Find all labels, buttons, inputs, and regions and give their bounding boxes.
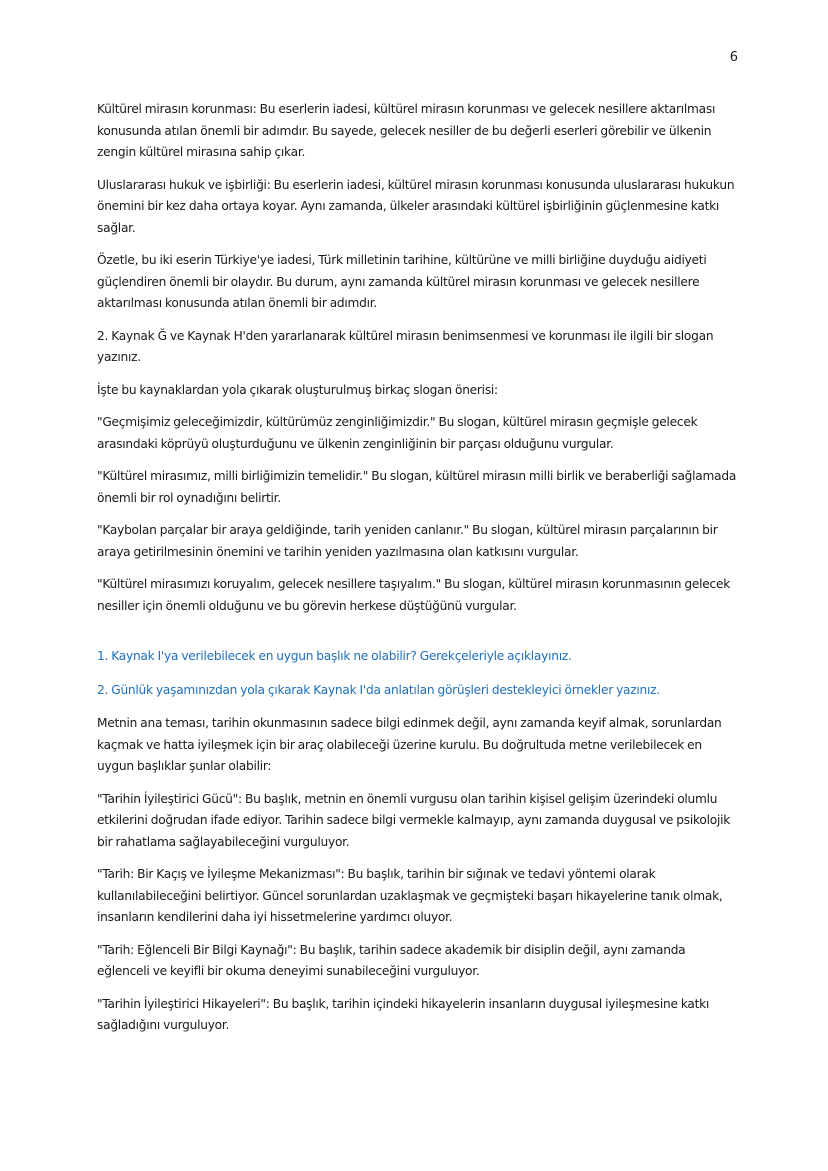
paragraph-international-law: Uluslararası hukuk ve işbirliği: Bu eserlerin iadesi, kültürel mirasın korunması konusunda uluslararası hukukun önemini bir kez daha ortaya koyar. Aynı zamanda, ülkeler arasındaki kültürel işbirliğinin güçlenmesine katkı sağlar. [97, 177, 735, 235]
slogan-item: "Kültürel mirasımız, milli birliğimizin temelidir." Bu slogan, kültürel mirasın milli birlik ve beraberliği sağlamada önemli bir rol oynadığını belirtir. [97, 469, 737, 505]
question-slogan: 2. Kaynak Ğ ve Kaynak H'den yararlanarak kültürel mirasın benimsenmesi ve korunması ile ilgili bir slogan yazınız. [97, 328, 714, 364]
slogan-item: "Geçmişimiz geleceğimizdir, kültürümüz zenginliğimizdir." Bu slogan, kültürel mirasın geçmişle gelecek arasındaki köprüyü oluşturduğunu ve ülkenin zenginliğinin bir parçası olduğunu vurgular. [97, 415, 698, 451]
title-suggestion: "Tarih: Bir Kaçış ve İyileşme Mekanizması": Bu başlık, tarihin bir sığınak ve tedavi yöntemi olarak kullanılabileceğini belirtiyor. Güncel sorunlardan uzaklaşmak ve geçmişteki başarı hikayelerine tanık olmak, insanların kendilerini daha iyi hissetmelerine yardımcı oluyor. [97, 867, 723, 924]
paragraph-cultural-heritage-protection: Kültürel mirasın korunması: Bu eserlerin iadesi, kültürel mirasın korunması ve gelecek nesillere aktarılması konusunda atılan önemli bir adımdır. Bu sayede, gelecek nesiller de bu değerli eserleri görebilir ve ülkenin zengin kültürel mirasına sahip çıkar. [97, 102, 716, 159]
section-spacer [97, 628, 737, 646]
paragraph-slogan-intro: İşte bu kaynaklardan yola çıkarak oluşturulmuş birkaç slogan önerisi: [97, 382, 498, 397]
question-title: 1. Kaynak I'ya verilebilecek en uygun başlık ne olabilir? Gerekçeleriyle açıklayınız. [97, 649, 572, 663]
document-body [97, 99, 737, 1048]
slogan-item: "Kaybolan parçalar bir araya geldiğinde, tarih yeniden canlanır." Bu slogan, kültürel mirasın parçalarının bir araya getirilmesinin önemini ve tarihin yeniden yazılmasına olan katkısını vurgular. [97, 523, 718, 559]
paragraph-summary: Özetle, bu iki eserin Türkiye'ye iadesi, Türk milletinin tarihine, kültürüne ve milli birliğine duyduğu aidiyeti güçlendiren önemli bir olaydır. Bu durum, aynı zamanda kültürel mirasın korunması ve gelecek nesillere aktarılması konusunda atılan önemli bir adımdır. [97, 253, 707, 310]
title-suggestion: "Tarih: Eğlenceli Bir Bilgi Kaynağı": Bu başlık, tarihin sadece akademik bir disiplin değil, aynı zamanda eğlenceli ve keyifli bir okuma deneyimi sunabileceğini vurguluyor. [97, 942, 686, 978]
slogan-item: "Kültürel mirasımızı koruyalım, gelecek nesillere taşıyalım." Bu slogan, kültürel mirasın korunmasının gelecek nesiller için önemli olduğunu ve bu görevin herkese düştüğünü vurgular. [97, 577, 731, 613]
title-suggestion: "Tarihin İyileştirici Gücü": Bu başlık, metnin en önemli vurgusu olan tarihin kişisel gelişim üzerindeki olumlu etkilerini doğrudan ifade ediyor. Tarihin sadece bilgi vermekle kalmayıp, aynı zamanda duygusal ve psikolojik bir rahatlama sağlayabileceğini vurguluyor. [97, 791, 731, 849]
page-number: 6 [729, 50, 738, 65]
paragraph-main-theme: Metnin ana teması, tarihin okunmasının sadece bilgi edinmek değil, aynı zamanda keyif almak, sorunlardan kaçmak ve hatta iyileşmek için bir araç olabileceği üzerine kurulu. Bu doğrultuda metne verilebilecek en uygun başlıklar şunlar olabilir: [97, 716, 722, 773]
title-suggestion: "Tarihin İyileştirici Hikayeleri": Bu başlık, tarihin içindeki hikayelerin insanların duygusal iyileşmesine katkı sağladığını vurguluyor. [97, 996, 710, 1032]
question-examples: 2. Günlük yaşamınızdan yola çıkarak Kaynak I'da anlatılan görüşleri destekleyici örnekler yazınız. [97, 682, 660, 697]
